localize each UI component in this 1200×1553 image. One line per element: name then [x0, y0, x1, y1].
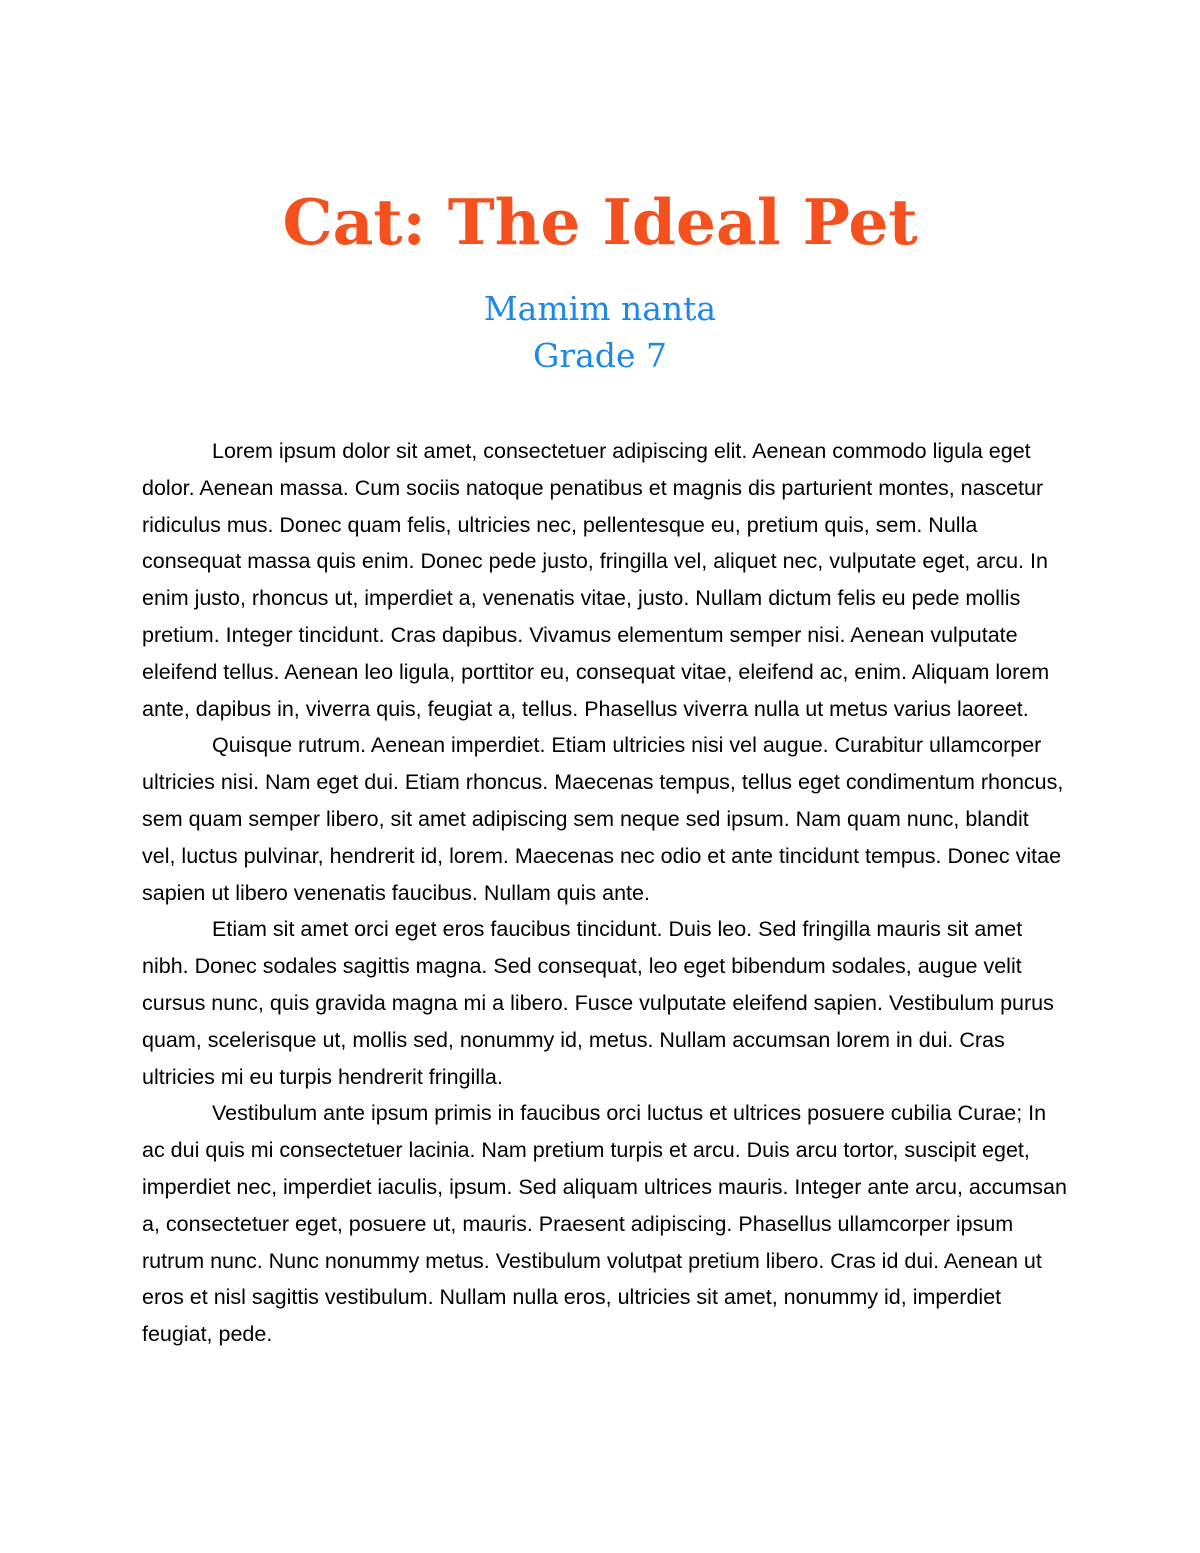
- body-paragraph: Lorem ipsum dolor sit amet, consectetuer adipiscing elit. Aenean commodo ligula eget dolor. Aenean massa. Cum sociis natoque penatibus et magnis dis parturient montes, nascetur ridiculus mus. Donec quam felis, ultricies nec, pellentesque eu, pretium quis, sem. Nulla consequat massa quis enim. Donec pede justo, fringilla vel, aliquet nec, vulputate eget, arcu. In enim justo, rhoncus ut, imperdiet a, venenatis vitae, justo. Nullam dictum felis eu pede mollis pretium. Integer tincidunt. Cras dapibus. Vivamus elementum semper nisi. Aenean vulputate eleifend tellus. Aenean leo ligula, porttitor eu, consequat vitae, eleifend ac, enim. Aliquam lorem ante, dapibus in, viverra quis, feugiat a, tellus. Phasellus viverra nulla ut metus varius laoreet.: [142, 439, 1050, 721]
- body-paragraph: Vestibulum ante ipsum primis in faucibus orci luctus et ultrices posuere cubilia Curae; In ac dui quis mi consectetuer lacinia. Nam pretium turpis et arcu. Duis arcu tortor, suscipit eget, imperdiet nec, imperdiet iaculis, ipsum. Sed aliquam ultrices mauris. Integer ante arcu, accumsan a, consectetuer eget, posuere ut, mauris. Praesent adipiscing. Phasellus ullamcorper ipsum rutrum nunc. Nunc nonummy metus. Vestibulum volutpat pretium libero. Cras id dui. Aenean ut eros et nisl sagittis vestibulum. Nullam nulla eros, ultricies sit amet, nonummy id, imperdiet feugiat, pede.: [142, 1101, 1067, 1347]
- author-name: Mamim nanta: [483, 289, 717, 328]
- body-paragraph: Quisque rutrum. Aenean imperdiet. Etiam ultricies nisi vel augue. Curabitur ullamcorper ultricies nisi. Nam eget dui. Etiam rhoncus. Maecenas tempus, tellus eget condimentum rhoncus, sem quam semper libero, sit amet adipiscing sem neque sed ipsum. Nam quam nunc, blandit vel, luctus pulvinar, hendrerit id, lorem. Maecenas nec odio et ante tincidunt tempus. Donec vitae sapien ut libero venenatis faucibus. Nullam quis ante.: [142, 733, 1064, 905]
- body-paragraph: Etiam sit amet orci eget eros faucibus tincidunt. Duis leo. Sed fringilla mauris sit amet nibh. Donec sodales sagittis magna. Sed consequat, leo eget bibendum sodales, augue velit cursus nunc, quis gravida magna mi a libero. Fusce vulputate eleifend sapien. Vestibulum purus quam, scelerisque ut, mollis sed, nonummy id, metus. Nullam accumsan lorem in dui. Cras ultricies mi eu turpis hendrerit fringilla.: [142, 917, 1054, 1089]
- document-body: [142, 433, 1067, 1353]
- grade-level: Grade 7: [533, 336, 667, 375]
- document-title: Cat: The Ideal Pet: [282, 185, 918, 259]
